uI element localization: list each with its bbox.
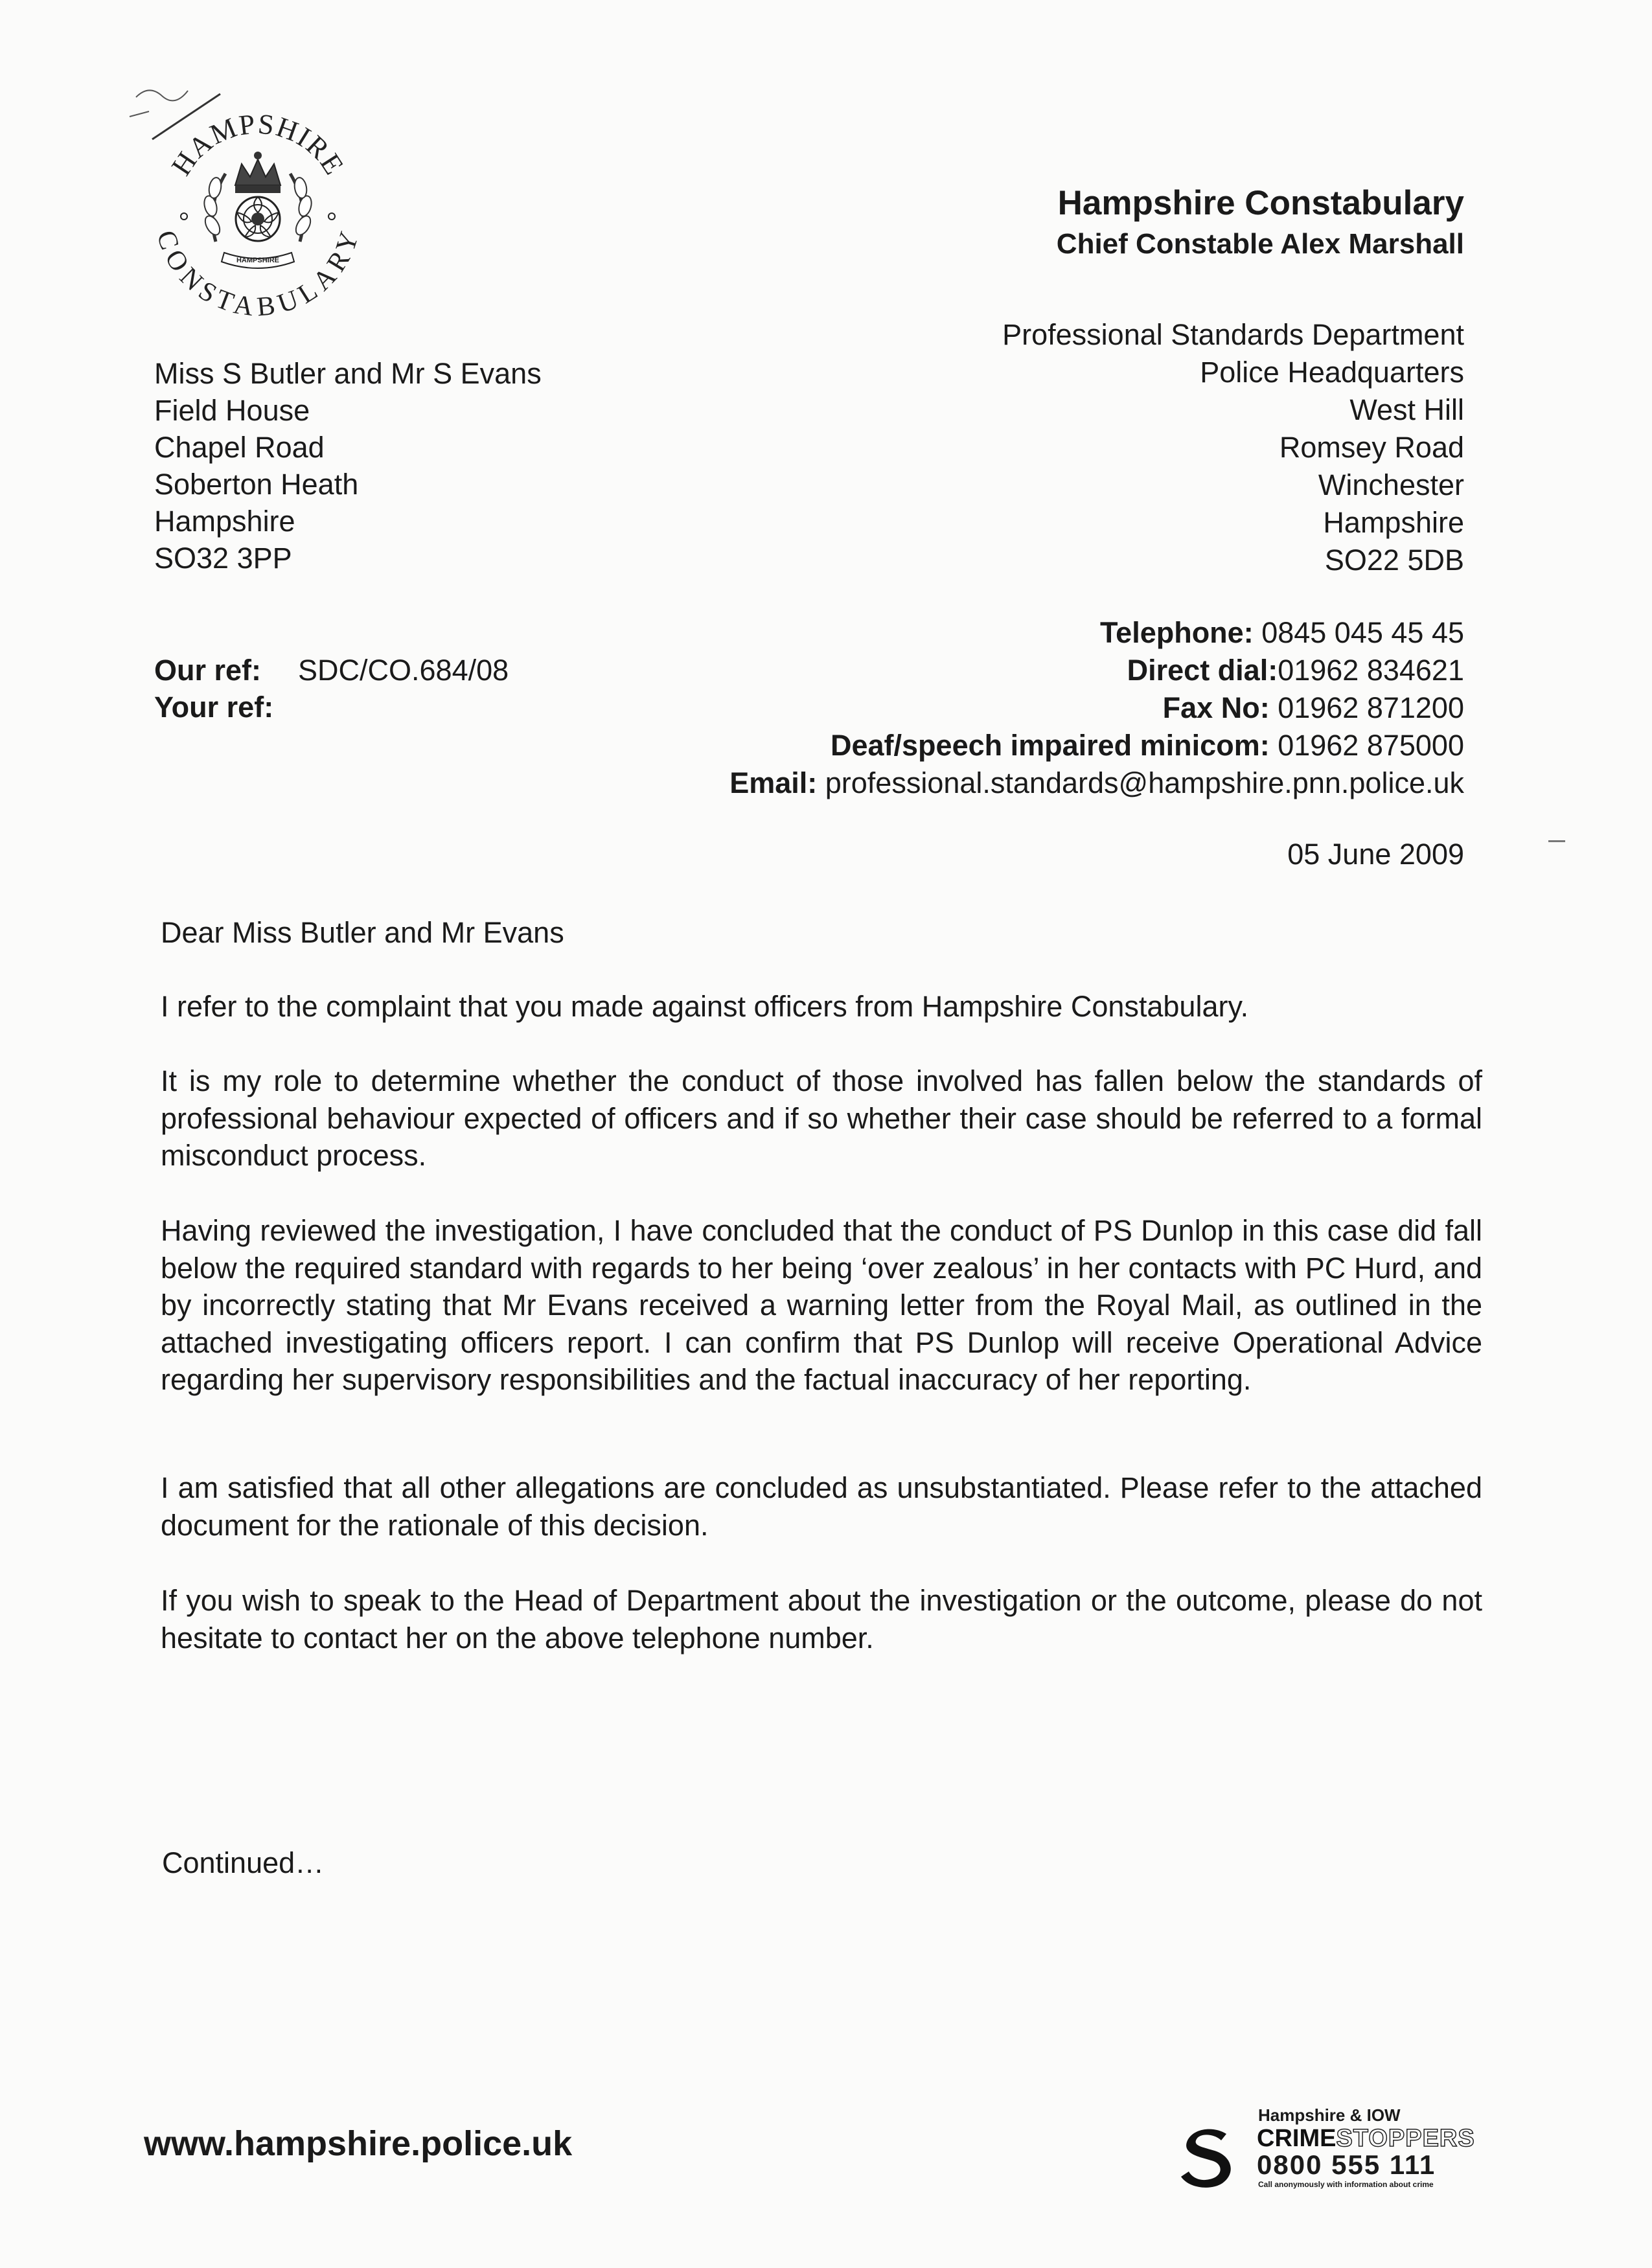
- letter-date: 05 June 2009: [1287, 838, 1464, 871]
- email-line: [729, 764, 1464, 802]
- body-paragraph: If you wish to speak to the Head of Department about the investigation or the outcome, please do not hesitate to contact her on the above telephone number.: [161, 1584, 1482, 1655]
- our-ref-label: Our ref:: [154, 654, 262, 687]
- telephone-value: 0845 045 45 45: [1253, 616, 1464, 649]
- crimestoppers-crime: CRIME: [1257, 2125, 1337, 2152]
- address-line: Professional Standards Department: [1002, 318, 1464, 351]
- address-line: Soberton Heath: [154, 468, 359, 501]
- fax-line: [729, 689, 1464, 727]
- crimestoppers-wordmark: [1257, 2125, 1475, 2153]
- references: [154, 652, 509, 726]
- crimestoppers-logo-icon: [1176, 2125, 1241, 2190]
- chief-constable: Chief Constable Alex Marshall: [1056, 228, 1464, 260]
- body-paragraph: I refer to the complaint that you made against officers from Hampshire Constabulary.: [161, 990, 1249, 1023]
- crimestoppers-tagline: Call anonymously with information about crime: [1258, 2180, 1434, 2189]
- minicom-label: Deaf/speech impaired minicom:: [830, 729, 1270, 762]
- address-line: West Hill: [1349, 393, 1464, 426]
- address-line: Field House: [154, 394, 310, 427]
- our-ref: [154, 652, 509, 689]
- address-line: SO32 3PP: [154, 542, 292, 575]
- crimestoppers-region: Hampshire & IOW: [1258, 2105, 1401, 2125]
- your-ref-label: Your ref:: [154, 691, 274, 724]
- fax-label: Fax No:: [1162, 691, 1270, 724]
- address-line: Winchester: [1318, 468, 1464, 501]
- direct-dial-line: [729, 652, 1464, 689]
- address-line: Romsey Road: [1279, 431, 1464, 464]
- website-url[interactable]: www.hampshire.police.uk: [144, 2124, 573, 2163]
- svg-text:HAMPSHIRE: HAMPSHIRE: [165, 108, 351, 181]
- body-paragraph: I am satisfied that all other allegations are concluded as unsubstantiated. Please refer to the attached document for the rationale of this decision.: [161, 1471, 1482, 1542]
- minicom-value: 01962 875000: [1269, 729, 1464, 762]
- minicom-line: [729, 727, 1464, 764]
- body-paragraph: Having reviewed the investigation, I have concluded that the conduct of PS Dunlop in this case did fall below the required standard with regards to her being ‘over zealous’ in her contacts with PC Hurd, and by incorrectly stating that Mr Evans received a warning letter from the Royal Mail, as outlined in the attached investigating officers report. I can confirm that PS Dunlop will receive Operational Advice regarding her supervisory responsibilities and the factual inaccuracy of her reporting.: [161, 1214, 1482, 1396]
- address-line: Hampshire: [1323, 506, 1464, 539]
- crimestoppers-phone: 0800 555 111: [1257, 2149, 1436, 2180]
- direct-dial-value: 01962 834621: [1278, 654, 1464, 687]
- direct-dial-label: Direct dial:: [1127, 654, 1278, 687]
- address-line: Police Headquarters: [1200, 356, 1464, 389]
- address-line: SO22 5DB: [1324, 544, 1464, 577]
- salutation: Dear Miss Butler and Mr Evans: [161, 916, 564, 949]
- org-name: Hampshire Constabulary: [1057, 184, 1464, 222]
- constabulary-crest-logo: [148, 102, 368, 323]
- our-ref-value: SDC/CO.684/08: [298, 654, 509, 687]
- recipient-address: [154, 355, 542, 577]
- address-line: Hampshire: [154, 505, 295, 538]
- address-line: Miss S Butler and Mr S Evans: [154, 357, 542, 390]
- department-address: [1002, 316, 1464, 579]
- address-line: Chapel Road: [154, 431, 325, 464]
- email-value: professional.standards@hampshire.pnn.police.uk: [817, 766, 1464, 799]
- email-label: Email:: [729, 766, 818, 799]
- contact-details: [729, 614, 1464, 802]
- fax-value: 01962 871200: [1269, 691, 1464, 724]
- telephone-label: Telephone:: [1100, 616, 1254, 649]
- svg-text:HAMPSHIRE: HAMPSHIRE: [236, 257, 280, 264]
- svg-text:CONSTABULARY: CONSTABULARY: [150, 227, 365, 323]
- your-ref: [154, 689, 509, 726]
- telephone-line: [729, 614, 1464, 652]
- margin-mark: [1548, 840, 1565, 842]
- body-paragraph: It is my role to determine whether the conduct of those involved has fallen below the standards of professional behaviour expected of officers and if so whether their case should be referred to a formal misconduct process.: [161, 1064, 1482, 1172]
- continued-note: Continued…: [162, 1846, 325, 1879]
- crimestoppers-stoppers: STOPPERS: [1336, 2125, 1475, 2152]
